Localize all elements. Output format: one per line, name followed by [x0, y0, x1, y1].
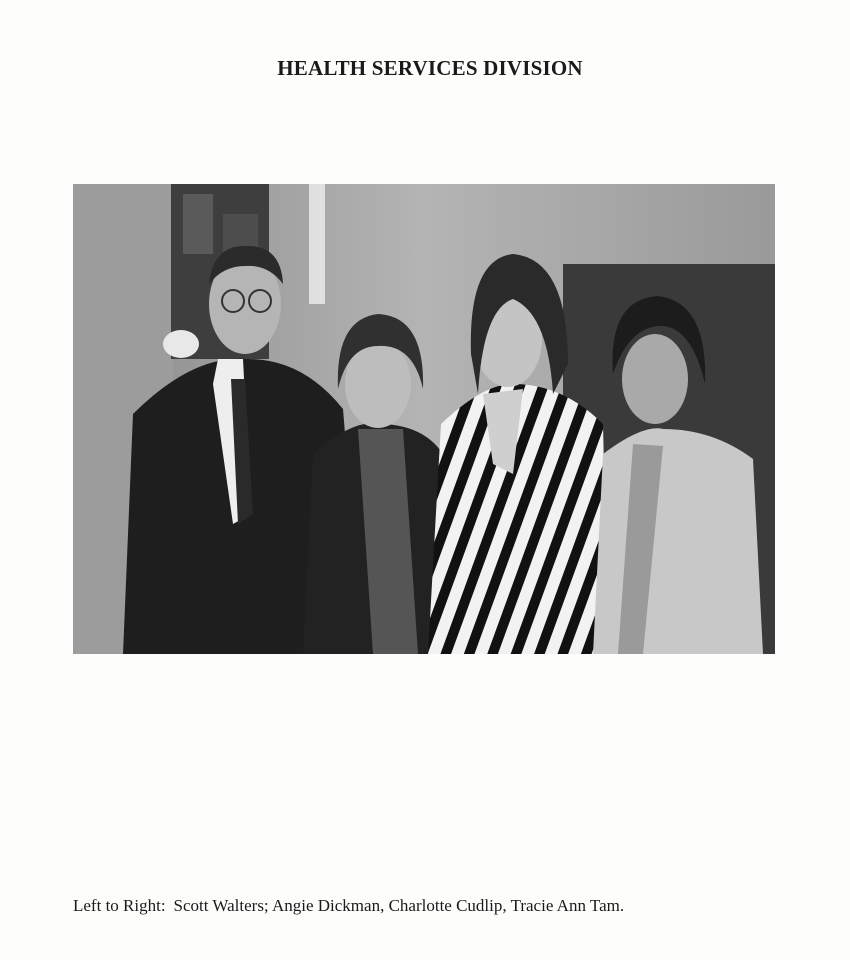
lamp: [163, 330, 199, 358]
caption-names: Scott Walters; Angie Dickman, Charlotte Cudlip, Tracie Ann Tam.: [173, 896, 625, 915]
group-photo: [73, 184, 775, 654]
caption-prefix: Left to Right:: [73, 896, 166, 915]
page-title: HEALTH SERVICES DIVISION: [277, 56, 583, 80]
group-photo-illustration: [73, 184, 775, 654]
light-column: [309, 184, 325, 304]
photo-caption: [73, 896, 624, 916]
